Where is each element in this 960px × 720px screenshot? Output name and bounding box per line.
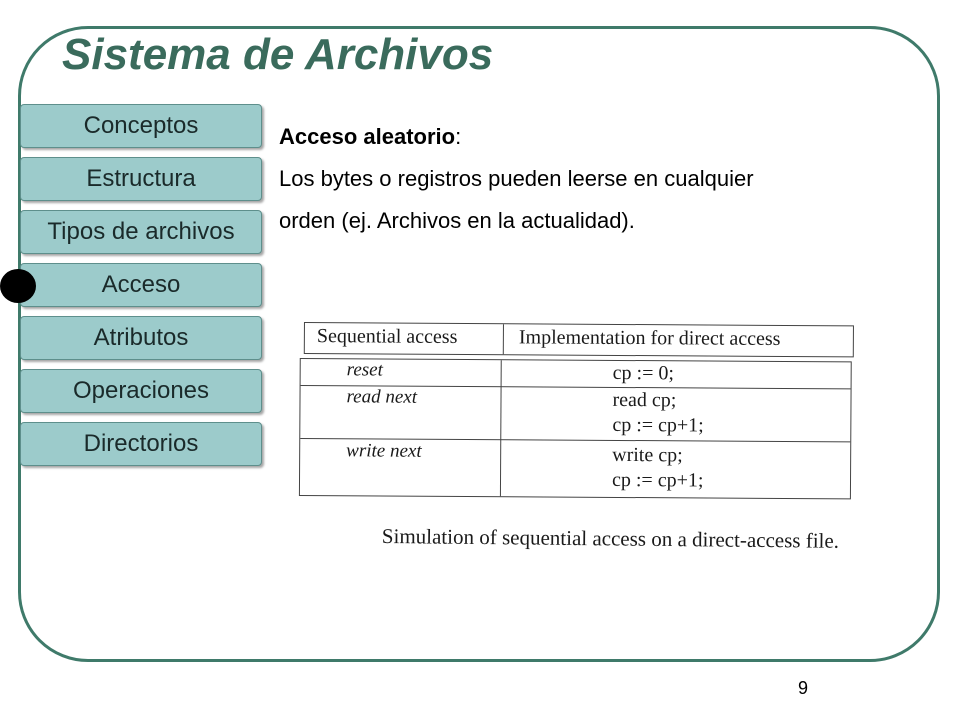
- nav-item-tipos-de-archivos[interactable]: Tipos de archivos: [20, 210, 262, 254]
- active-section-marker: [0, 269, 36, 303]
- page-number: 9: [798, 678, 809, 698]
- row-op-read-next: read next: [346, 386, 418, 408]
- content-line-1: Los bytes o registros pueden leerse en cualquier: [279, 166, 754, 191]
- nav-item-atributos[interactable]: Atributos: [20, 316, 262, 360]
- header-direct-access: Implementation for direct access: [518, 326, 781, 350]
- content-heading-colon: :: [455, 124, 462, 149]
- header-divider: [503, 324, 504, 354]
- table-body: [299, 358, 852, 499]
- row-impl-write-line-1: write cp;: [612, 443, 683, 467]
- row-impl-reset: cp := 0;: [612, 361, 675, 385]
- table-header: [304, 322, 854, 357]
- row-impl-read-line-1: read cp;: [612, 388, 677, 412]
- content-heading-line: [279, 116, 919, 158]
- header-sequential-access: Sequential access: [316, 325, 458, 348]
- nav-item-operaciones[interactable]: Operaciones: [20, 369, 262, 413]
- slide-title: Sistema de Archivos: [62, 30, 494, 79]
- content-heading: Acceso aleatorio: [279, 124, 456, 149]
- nav-item-estructura[interactable]: Estructura: [20, 157, 262, 201]
- row-op-write-next: write next: [346, 440, 422, 462]
- nav-item-directorios[interactable]: Directorios: [20, 422, 262, 466]
- row-impl-read-line-2: cp := cp+1;: [612, 413, 704, 437]
- figure-caption: Simulation of sequential access on a direct-access file.: [381, 524, 840, 553]
- column-divider: [500, 360, 502, 496]
- access-table-figure: [297, 318, 858, 501]
- row-op-reset: reset: [346, 359, 383, 381]
- nav-item-conceptos[interactable]: Conceptos: [20, 104, 262, 148]
- row-impl-write-line-2: cp := cp+1;: [611, 468, 704, 492]
- nav-item-acceso[interactable]: Acceso: [20, 263, 262, 307]
- content-line-2: orden (ej. Archivos en la actualidad).: [279, 208, 635, 233]
- slide-content: [279, 116, 919, 242]
